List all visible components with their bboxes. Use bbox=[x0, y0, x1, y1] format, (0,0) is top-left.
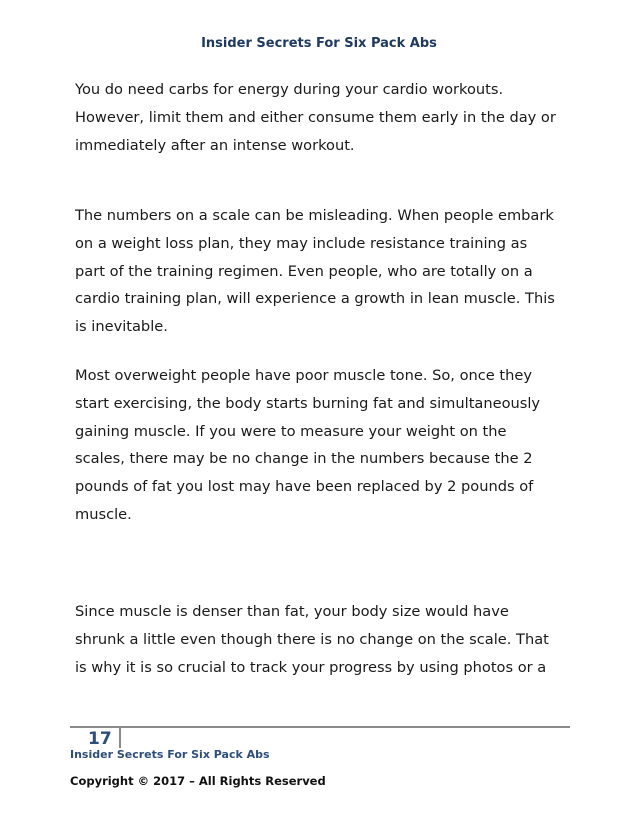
footer-title: Insider Secrets For Six Pack Abs bbox=[70, 748, 270, 761]
paragraph-line: gaining muscle. If you were to measure your weight on the bbox=[75, 422, 507, 440]
paragraph-line: shrunk a little even though there is no change on the scale. That bbox=[75, 630, 549, 648]
paragraph-line: The numbers on a scale can be misleading. When people embark bbox=[75, 207, 554, 224]
paragraph-line: muscle. bbox=[75, 505, 132, 523]
paragraph-line: is inevitable. bbox=[75, 318, 168, 336]
page-number-divider bbox=[119, 726, 121, 748]
paragraph-line: pounds of fat you lost may have been replaced by 2 pounds of bbox=[75, 478, 534, 496]
footer-rule bbox=[70, 726, 570, 728]
paragraph-line: cardio training plan, will experience a growth in lean muscle. This bbox=[75, 290, 555, 308]
page-number: 17 bbox=[88, 729, 112, 749]
paragraph-line: on a weight loss plan, they may include resistance training as bbox=[75, 234, 528, 252]
running-header: Insider Secrets For Six Pack Abs bbox=[201, 36, 437, 51]
paragraph-line: scales, there may be no change in the numbers because the 2 bbox=[75, 450, 533, 468]
paragraph-line: immediately after an intense workout. bbox=[75, 136, 355, 154]
paragraph-line: Since muscle is denser than fat, your body size would have bbox=[75, 603, 509, 620]
paragraph-line: is why it is so crucial to track your progress by using photos or a bbox=[75, 658, 547, 676]
paragraph-2 bbox=[75, 202, 575, 341]
paragraph-line: Most overweight people have poor muscle tone. So, once they bbox=[75, 367, 532, 384]
paragraph-1 bbox=[75, 76, 575, 159]
paragraph-line: start exercising, the body starts burning fat and simultaneously bbox=[75, 394, 541, 412]
paragraph-line: However, limit them and either consume them early in the day or bbox=[75, 108, 556, 126]
paragraph-4 bbox=[75, 598, 575, 681]
paragraph-line: You do need carbs for energy during your cardio workouts. bbox=[75, 81, 504, 98]
footer-copyright: Copyright © 2017 – All Rights Reserved bbox=[70, 774, 326, 788]
paragraph-3 bbox=[75, 362, 575, 529]
paragraph-line: part of the training regimen. Even people, who are totally on a bbox=[75, 262, 533, 280]
